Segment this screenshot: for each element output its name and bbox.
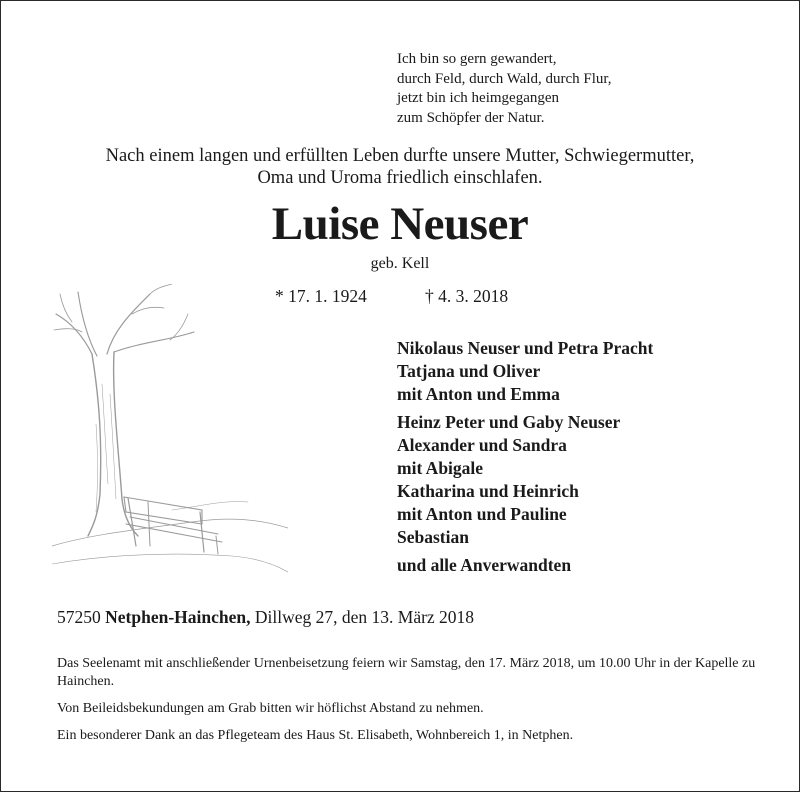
thanks-note: Ein besonderer Dank an das Pflegeteam des Haus St. Elisabeth, Wohnbereich 1, in Netphen. (57, 728, 574, 743)
family-line: Tatjana und Oliver (397, 361, 541, 381)
family-line: Nikolaus Neuser und Petra Pracht (397, 338, 654, 358)
poem (397, 50, 612, 128)
notes (57, 655, 757, 754)
deceased-name: Luise Neuser (271, 198, 529, 250)
poem-line: jetzt bin ich heimgegangen (397, 90, 560, 106)
intro-text (0, 145, 800, 189)
poem-line: Ich bin so gern gewandert, (397, 51, 557, 67)
family-closing: und alle Anverwandten (397, 555, 572, 575)
family-line: mit Anton und Pauline (397, 504, 567, 524)
birth-date: * 17. 1. 1924 (275, 286, 367, 306)
family-line: mit Anton und Emma (397, 384, 560, 404)
town: Netphen-Hainchen, (105, 607, 251, 627)
place-date (57, 607, 474, 628)
poem-line: zum Schöpfer der Natur. (397, 109, 545, 126)
family-line: Alexander und Sandra (397, 435, 567, 455)
funeral-note: Das Seelenamt mit anschließender Urnenbeisetzung feiern wir Samstag, den 17. März 2018, um 10.00 Uhr in der Kapelle zu Hainchen. (57, 656, 756, 689)
family-line: Katharina und Heinrich (397, 481, 579, 501)
family-group (397, 411, 653, 549)
intro-line: Nach einem langen und erfüllten Leben durfte unsere Mutter, Schwiegermutter, (105, 146, 695, 166)
address-date: Dillweg 27, den 13. März 2018 (254, 607, 475, 627)
family-line: Heinz Peter und Gaby Neuser (397, 412, 621, 432)
family-group (397, 337, 653, 406)
zip-code: 57250 (57, 607, 101, 627)
condolence-note: Von Beileidsbekundungen am Grab bitten wir höflichst Abstand zu nehmen. (57, 701, 484, 716)
poem-line: durch Feld, durch Wald, durch Flur, (397, 70, 612, 87)
family-list (397, 337, 653, 577)
tree-bench-illustration (52, 284, 288, 582)
family-line: Sebastian (397, 527, 469, 547)
birth-name: geb. Kell (370, 255, 430, 272)
death-date: † 4. 3. 2018 (425, 286, 509, 306)
intro-line: Oma und Uroma friedlich einschlafen. (257, 168, 543, 188)
family-line: mit Abigale (397, 458, 484, 478)
